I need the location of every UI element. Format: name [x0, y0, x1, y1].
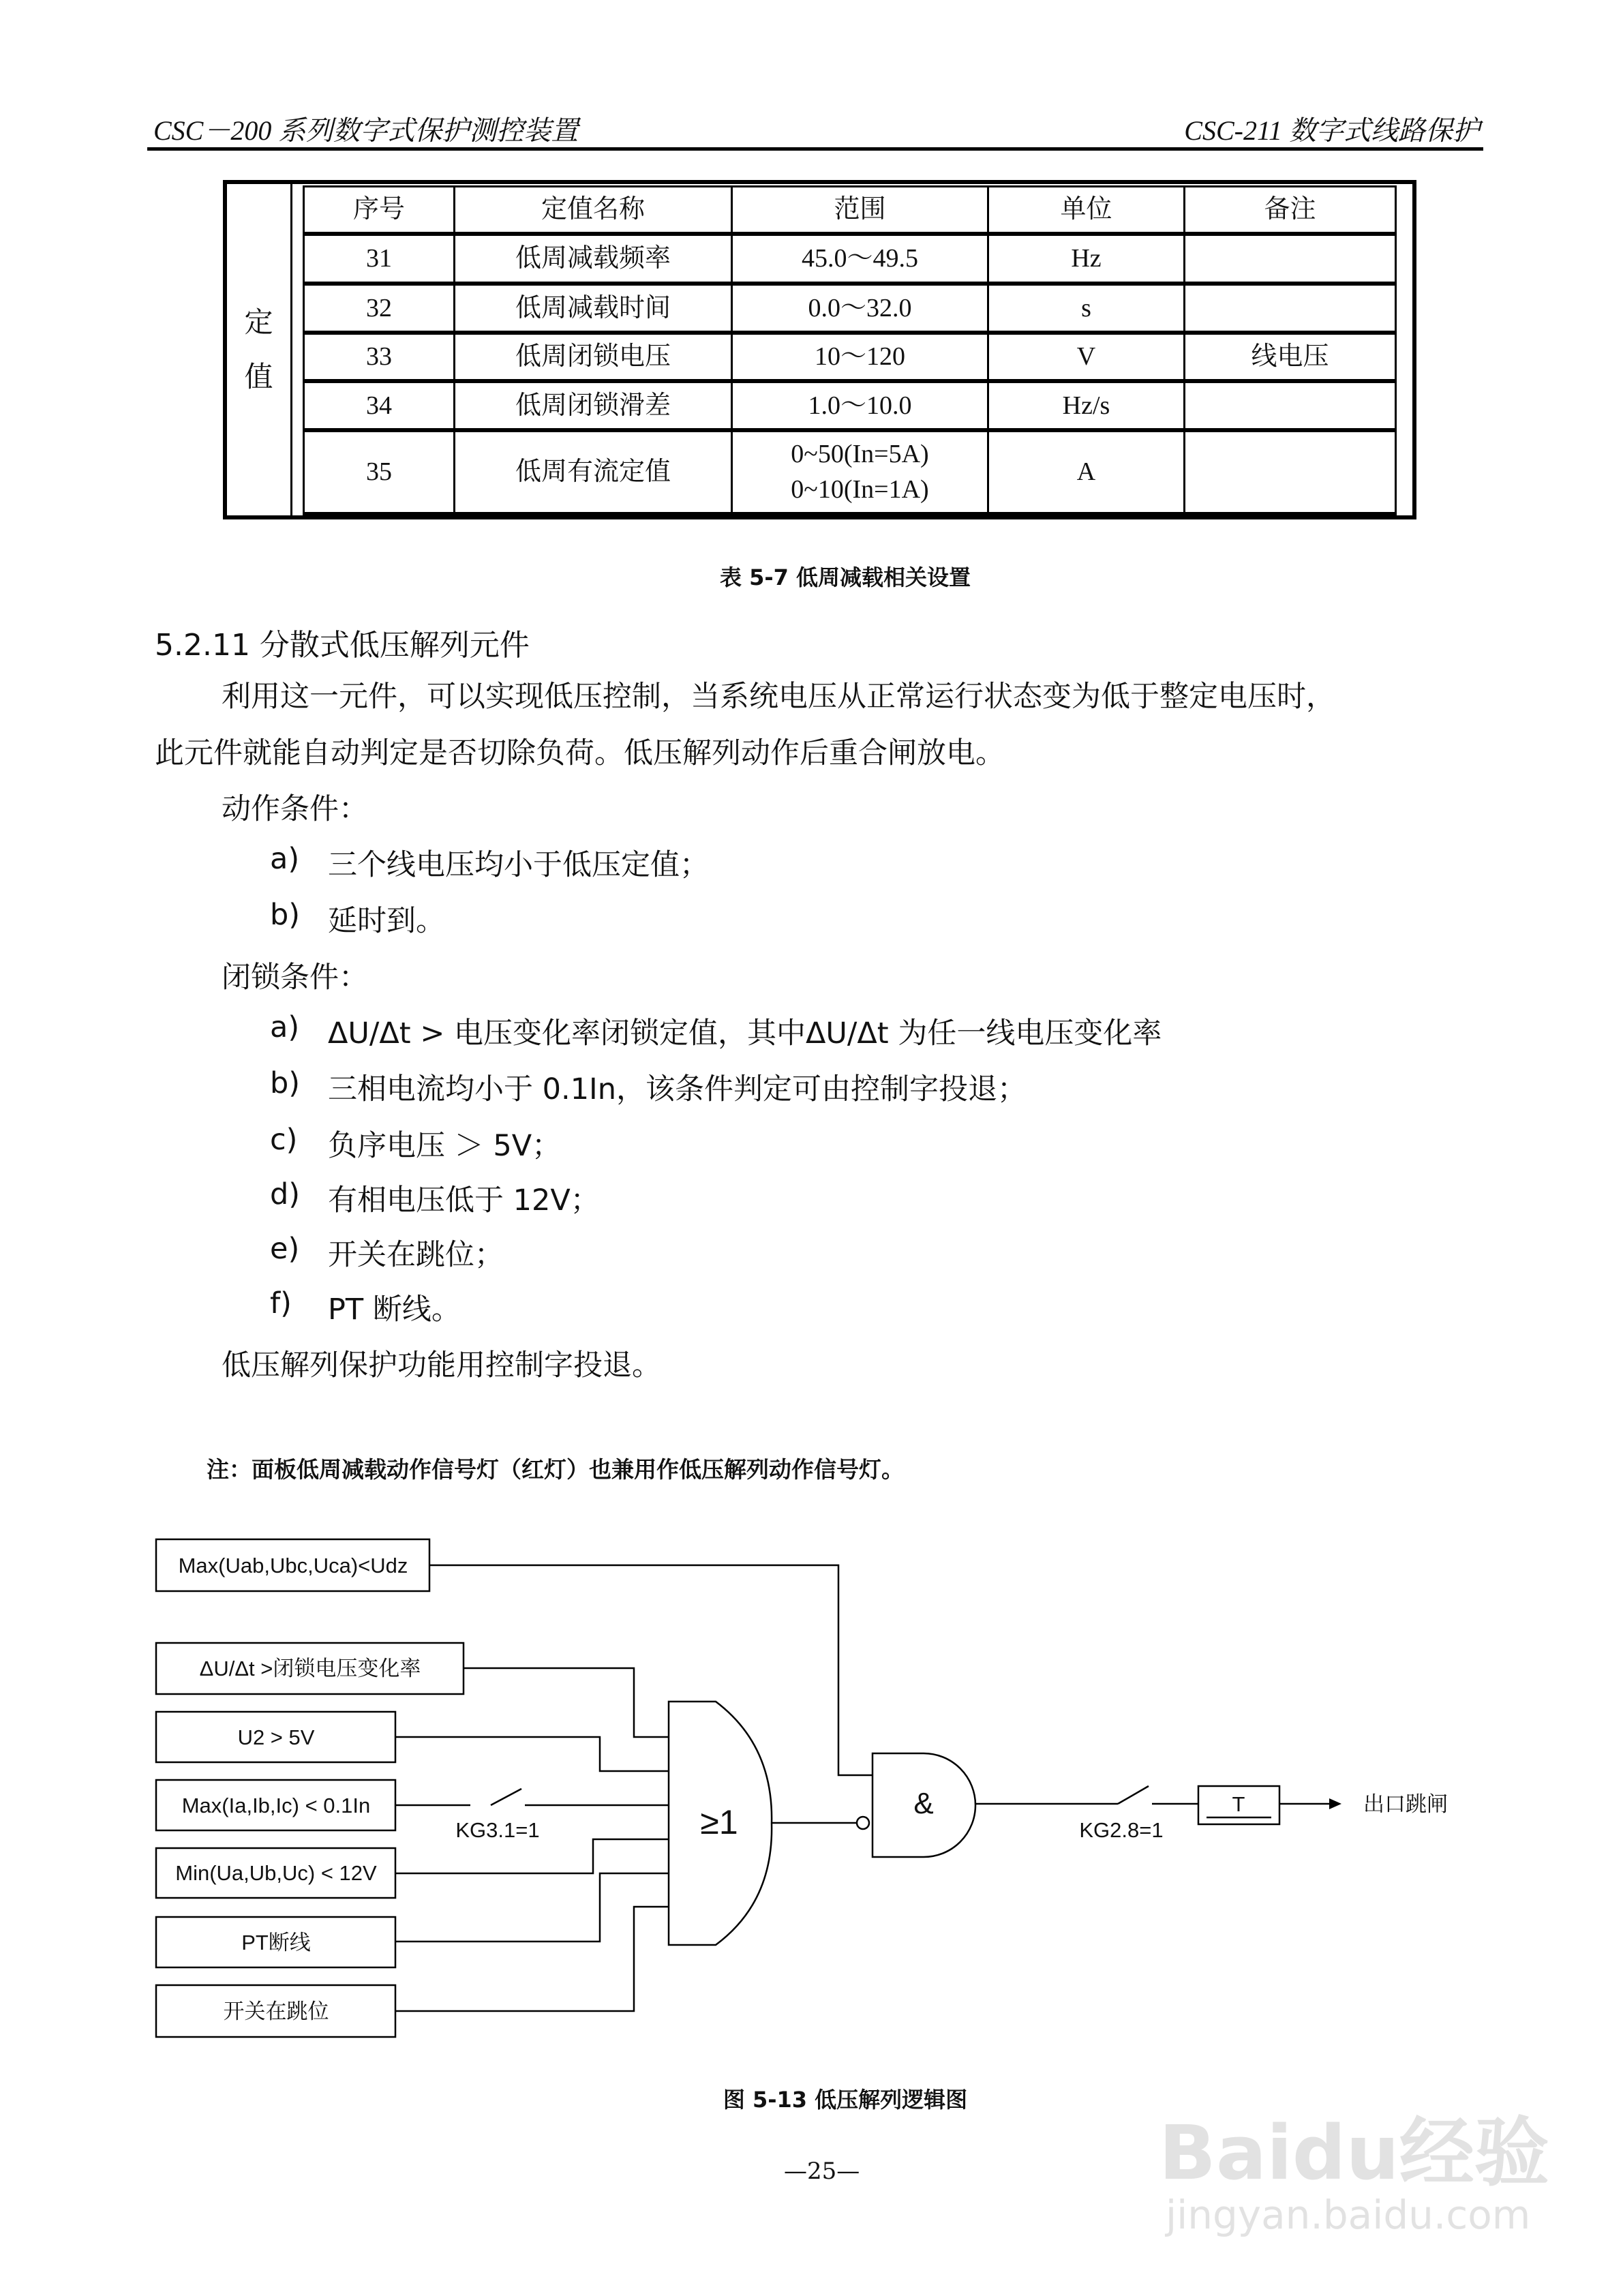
list-item: 有相电压低于 12V；: [328, 1183, 600, 1218]
closing-text: 低压解列保护功能用控制字投退。: [222, 1348, 661, 1383]
arrow-head-icon: [1329, 1798, 1341, 1809]
output-label: 出口跳闸: [1363, 1792, 1448, 1816]
paragraph-line: 利用这一元件，可以实现低压控制，当系统电压从正常运行状态变为低于整定电压时，: [222, 680, 1335, 714]
range-line: 0.0～32.0: [808, 293, 912, 322]
list-marker: f): [270, 1286, 292, 1320]
cell-number: 32: [304, 284, 455, 333]
col-header: 序号: [304, 187, 455, 234]
list-marker: b): [270, 1066, 301, 1100]
or-label: ≥1: [700, 1803, 738, 1841]
cell-name: 低周减载频率: [455, 234, 732, 284]
input-label: Min(Ua,Ub,Uc) < 12V: [175, 1861, 377, 1885]
list-marker: a): [270, 1010, 300, 1044]
col-header: 单位: [988, 187, 1185, 234]
cell-number: 34: [304, 381, 455, 430]
range-line: 1.0～10.0: [808, 391, 912, 420]
header-left: CSC－200 系列数字式保护测控装置: [153, 115, 579, 146]
input-label: 开关在跳位: [223, 1999, 329, 2023]
cell-name: 低周减载时间: [455, 284, 732, 333]
figure-caption: 图 5-13 低压解列逻辑图: [723, 2087, 968, 2113]
note: 注：面板低周减载动作信号灯（红灯）也兼用作低压解列动作信号灯。: [207, 1456, 904, 1483]
input-label: Max(Uab,Ubc,Uca)<Udz: [178, 1554, 408, 1577]
cell-unit: Hz: [988, 234, 1185, 284]
list-marker: c): [270, 1123, 298, 1157]
range-line: 0~50(In=5A): [791, 440, 929, 468]
header-right: CSC-211 数字式线路保护: [1184, 115, 1480, 146]
input-label: PT断线: [241, 1931, 311, 1954]
cell-number: 31: [304, 234, 455, 284]
cell-unit: Hz/s: [988, 381, 1185, 430]
list-item: 延时到。: [328, 904, 445, 938]
wire: [395, 1907, 669, 2011]
inverter-bubble: [857, 1817, 869, 1829]
list-marker: d): [270, 1177, 301, 1211]
range-line: 45.0～49.5: [801, 244, 918, 273]
page-number: —25—: [784, 2158, 860, 2185]
col-header: 范围: [732, 187, 988, 234]
cell-unit: V: [988, 333, 1185, 381]
input-label: Max(Ia,Ib,Ic) < 0.1In: [181, 1794, 371, 1817]
list-item: 负序电压 ＞ 5V；: [328, 1129, 562, 1163]
action-title: 动作条件：: [222, 792, 368, 826]
wire: [395, 1737, 669, 1771]
timer-label: T: [1232, 1792, 1245, 1816]
list-item: 三相电流均小于 0.1In，该条件判定可由控制字投退；: [328, 1072, 1027, 1106]
side-char: 值: [244, 360, 273, 393]
wire: [395, 1839, 669, 1873]
switch-kg28: [1118, 1786, 1149, 1804]
list-marker: e): [270, 1232, 300, 1266]
range-line: 0~10(In=1A): [791, 475, 929, 504]
col-header: 备注: [1185, 187, 1396, 234]
list-item: ΔU/Δt > 电压变化率闭锁定值，其中ΔU/Δt 为任一线电压变化率: [328, 1016, 1162, 1051]
switch-label: KG2.8=1: [1079, 1818, 1164, 1842]
cell-name: 低周闭锁滑差: [455, 381, 732, 430]
paragraph-line: 此元件就能自动判定是否切除负荷。低压解列动作后重合闸放电。: [155, 736, 1005, 770]
list-marker: a): [270, 842, 300, 876]
col-header: 定值名称: [455, 187, 732, 234]
switch-label: KG3.1=1: [455, 1818, 540, 1842]
watermark-logo: Baidu经验: [1159, 2109, 1549, 2196]
cell-unit: A: [988, 430, 1185, 514]
and-label: &: [913, 1787, 934, 1820]
input-label: ΔU/Δt >闭锁电压变化率: [199, 1657, 421, 1680]
block-title: 闭锁条件：: [222, 961, 368, 995]
list-item: 开关在跳位；: [328, 1238, 504, 1272]
list-item: PT 断线。: [328, 1293, 461, 1327]
cell-name: 低周有流定值: [455, 430, 732, 514]
wire: [464, 1668, 669, 1737]
list-item: 三个线电压均小于低压定值；: [328, 848, 709, 882]
cell-number: 33: [304, 333, 455, 381]
table-caption: 表 5-7 低周减载相关设置: [719, 564, 971, 590]
switch-kg31: [491, 1789, 521, 1805]
cell-number: 35: [304, 430, 455, 514]
cell-unit: s: [988, 284, 1185, 333]
wire: [429, 1565, 873, 1775]
list-marker: b): [270, 898, 301, 932]
input-label: U2 > 5V: [237, 1725, 315, 1749]
wire: [395, 1873, 669, 1942]
section-heading: 5.2.11 分散式低压解列元件: [155, 628, 530, 663]
cell-name: 低周闭锁电压: [455, 333, 732, 381]
watermark-url: jingyan.baidu.com: [1166, 2192, 1531, 2238]
range-line: 10～120: [814, 342, 905, 371]
side-char: 定: [244, 305, 273, 339]
cell-note: 线电压: [1185, 333, 1396, 381]
